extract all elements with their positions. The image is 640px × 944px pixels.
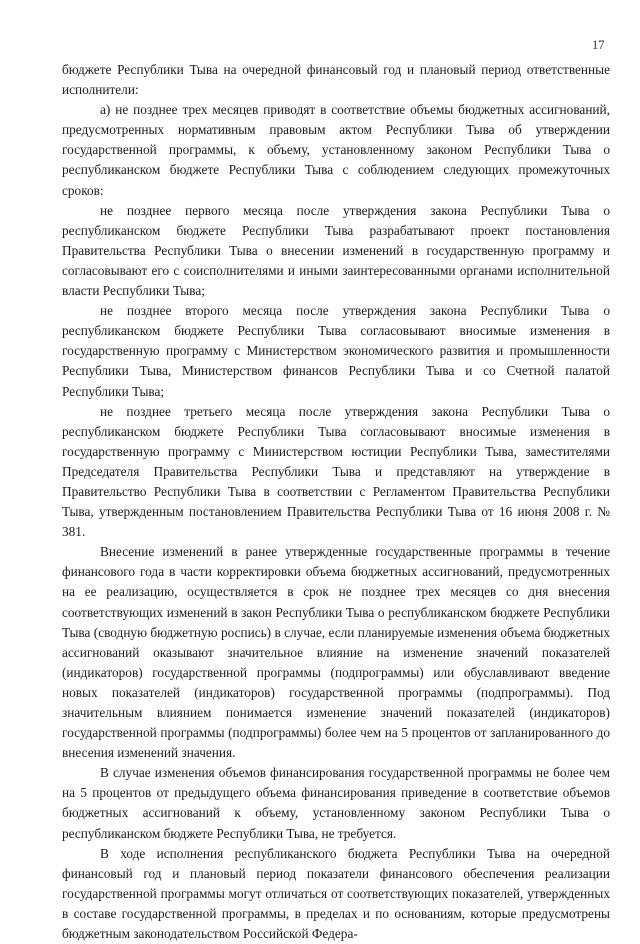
paragraph-second-month: не позднее второго месяца после утверждения закона Республики Тыва о республиканском бюджете Республики Тыва согласовывают вносимые изменения в государственную программу с Министерством экономического развития и промышленности Республики Тыва, Министерством финансов Республики Тыва и со Счетной палатой Республики Тыва; — [62, 303, 610, 399]
paragraph-budget-execution: В ходе исполнения республиканского бюджета Республики Тыва на очередной финансовый год и плановый период показатели финансового обеспечения реализации государственной программы могут отличаться от соответствующих показателей, утвержденных в составе государственной программы, в пределах и по основаниям, которые предусмотрены бюджетным законодательством Российской Федера- — [62, 845, 610, 942]
paragraph-amendments: Внесение изменений в ранее утвержденные государственные программы в течение финансового года в части корректировки объема бюджетных ассигнований, предусмотренных на ее реализацию, осуществляется в срок не позднее трех месяцев со дня внесения соответствующих изменений в закон Республики Тыва о республиканском бюджете Республики Тыва (сводную бюджетную роспись) в случае, если планируемые изменения объема бюджетных ассигнований оказывают значительное влияние на изменение значений показателей (индикаторов) государственной программы (подпрограммы) или обуславливают введение новых показателей (индикаторов) государственной программы (подпрограммы). Под значительным влиянием понимается изменение значений показателей (индикаторов) государственной программы (подпрограммы) более чем на 5 процентов от запланированного до внесения изменений значения. — [62, 544, 610, 761]
paragraph-third-month: не позднее третьего месяца после утверждения закона Республики Тыва о республиканском бюджете Республики Тыва согласовывают вносимые изменения в государственную программу с Министерством юстиции Республики Тыва, заместителями Председателя Правительства Республики Тыва и представляют на утверждение в Правительство Республики Тыва в соответствии с Регламентом Правительства Республики Тыва, утвержденным постановлением Правительства Республики Тыва от 16 июня 2008 г. № 381. — [62, 403, 610, 540]
paragraph-item-a: а) не позднее трех месяцев приводят в соответствие объемы бюджетных ассигнований, предусмотренных нормативным правовым актом Республики Тыва об утверждении государственной программы, к объему, установленному законом Республики Тыва о республиканском бюджете Республики Тыва с соблюдением следующих промежуточных сроков: — [62, 102, 610, 198]
document-body — [62, 60, 610, 944]
page-number: 17 — [592, 38, 605, 52]
paragraph-continuation: бюджете Республики Тыва на очередной финансовый год и плановый период ответственные исполнители: — [62, 62, 610, 98]
paragraph-five-percent: В случае изменения объемов финансирования государственной программы не более чем на 5 процентов от предыдущего объема финансирования приведение в соответствие объемов бюджетных ассигнований к объему, установленному законом Республики Тыва о республиканском бюджете Республики Тыва, не требуется. — [62, 765, 610, 841]
paragraph-first-month: не позднее первого месяца после утверждения закона Республики Тыва о республиканском бюджете Республики Тыва разрабатывают проект постановления Правительства Республики Тыва о внесении изменений в государственную программу и согласовывают его с соисполнителями и иными заинтересованными органами исполнительной власти Республики Тыва; — [62, 202, 610, 299]
